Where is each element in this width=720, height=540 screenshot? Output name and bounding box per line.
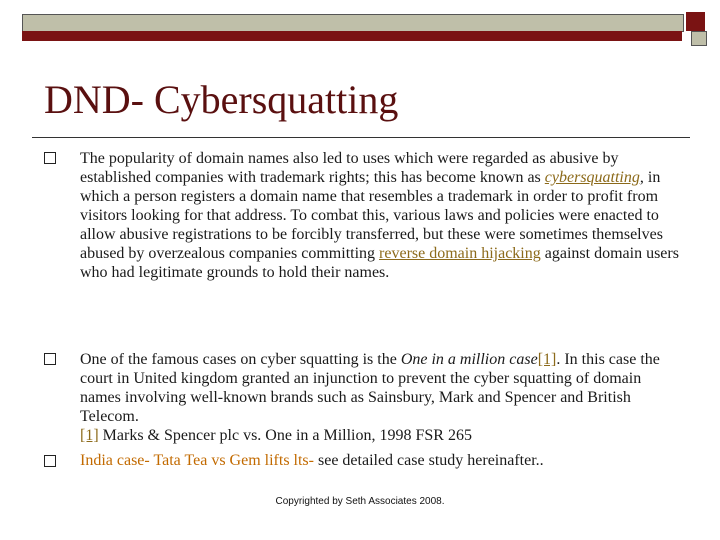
footnote-ref-link[interactable]: [1] [537,351,557,368]
cybersquatting-link[interactable]: cybersquatting [544,169,640,186]
bullet-paragraph-1 [80,149,680,282]
bullet-3-text: see detailed case study hereinafter.. [313,452,544,469]
bullet-2-text-a: One of the famous cases on cyber squatting is the [80,351,401,368]
slide-title: DND- Cybersquatting [44,77,399,122]
bullet-1-text-a: The popularity of domain names also led to uses which were regarded as abusive by established companies with trademark rights; this has become known as [80,150,619,186]
square-bullet-icon [44,353,56,365]
bullet-1-text-c: against domain users who had legitimate grounds to hold their names. [80,245,679,281]
corner-square-red [686,12,705,31]
bullet-paragraph-3 [80,451,680,470]
square-bullet-icon [44,455,56,467]
square-bullet-icon [44,152,56,164]
header-accent-bar [22,31,682,41]
footnote-text: Marks & Spencer plc vs. One in a Million, 1998 FSR 265 [98,427,472,444]
case-name-italic: One in a million case [400,351,538,368]
reverse-domain-hijacking-link[interactable]: reverse domain hijacking [379,245,541,262]
bullet-paragraph-2 [80,350,680,445]
bullet-1-text-b: , in which a person registers a domain name that resembles a trademark in order to profit from visitors looking for that address. To combat this, various laws and policies were enacted to allow abusive registrations to be forcibly transferred, but these were sometimes themselves abused by overzealous companies committing [80,169,663,262]
footer-copyright: Copyrighted by Seth Associates 2008. [275,496,445,507]
title-divider [32,137,690,138]
footnote-anchor-link[interactable]: [1] [80,427,99,444]
header-band [22,14,684,32]
india-case-highlight: India case- Tata Tea vs Gem lifts lts- [80,452,314,469]
corner-square-gray [691,31,707,46]
bullet-2-text-b: . In this case the court in United kingdom granted an injunction to prevent the cyber squatting of domain names involving well-known brands such as Sainsbury, Mark and Spencer and British Telecom. [80,351,660,425]
